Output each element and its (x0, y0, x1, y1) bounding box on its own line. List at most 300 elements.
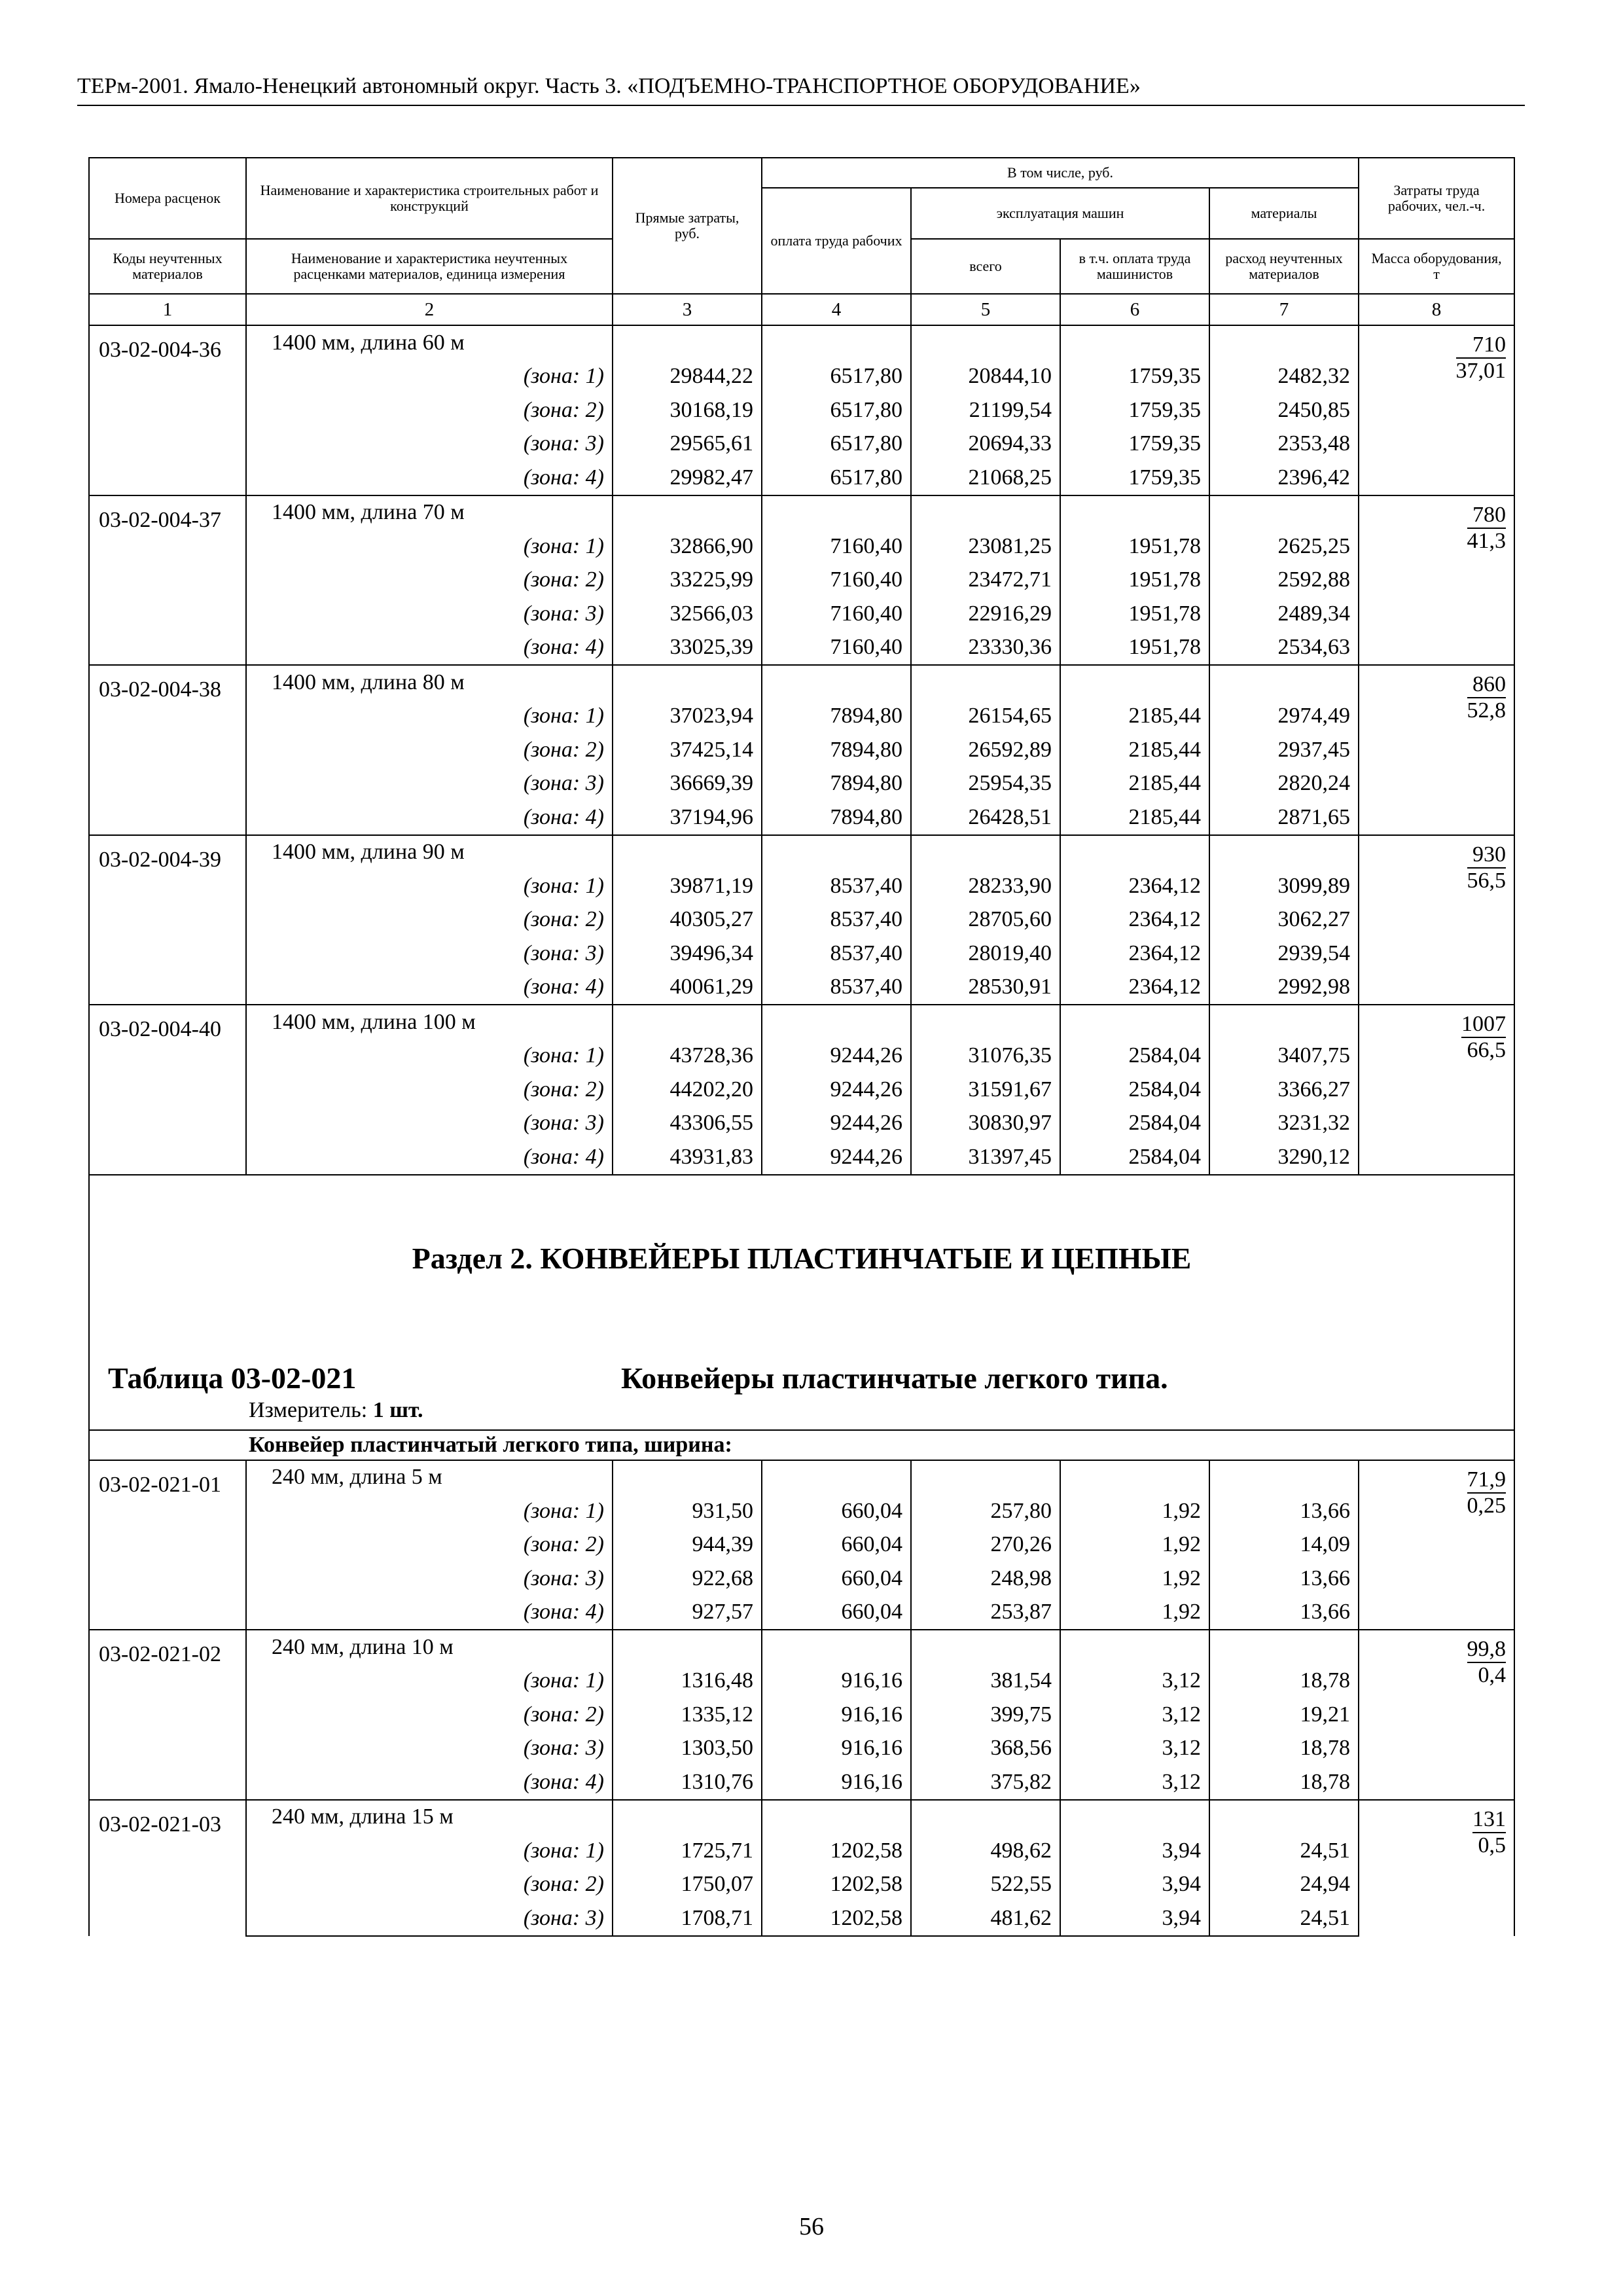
empty-cell (1209, 1005, 1359, 1039)
materials-value: 24,51 (1209, 1901, 1359, 1936)
rate-name: 240 мм, длина 15 м (246, 1800, 613, 1835)
rate-code: 03-02-004-36 (89, 325, 246, 495)
labor-costs-value: 780 (1467, 503, 1507, 529)
fraction (1467, 503, 1507, 554)
empty-cell (613, 325, 762, 360)
col-labor-costs: Затраты труда рабочих, чел.-ч. (1359, 158, 1514, 239)
rate-code: 03-02-021-01 (89, 1460, 246, 1630)
col-unaccounted-codes: Коды неучтенных материалов (89, 239, 246, 294)
machine-total-value: 481,62 (911, 1901, 1060, 1936)
materials-value: 2482,32 (1209, 360, 1359, 394)
empty-cell (1209, 1460, 1359, 1495)
rate-row (89, 835, 1514, 870)
zone-row (89, 461, 1514, 495)
zone-label: (зона: 1) (246, 1834, 613, 1868)
empty-cell (1060, 1460, 1209, 1495)
materials-value: 2820,24 (1209, 767, 1359, 801)
zone-label: (зона: 4) (246, 1596, 613, 1630)
zone-label: (зона: 2) (246, 1073, 613, 1107)
col-operator-pay: в т.ч. оплата труда машинистов (1060, 239, 1209, 294)
worker-pay-value: 7894,80 (762, 767, 911, 801)
col-including: В том числе, руб. (762, 158, 1359, 188)
worker-pay-value: 8537,40 (762, 937, 911, 971)
machine-total-value: 257,80 (911, 1494, 1060, 1528)
machine-total-value: 23472,71 (911, 564, 1060, 598)
operator-pay-value: 1759,35 (1060, 393, 1209, 427)
rate-name: 1400 мм, длина 90 м (246, 835, 613, 870)
machine-total-value: 23081,25 (911, 529, 1060, 564)
materials-value: 3290,12 (1209, 1140, 1359, 1175)
rate-code: 03-02-021-02 (89, 1630, 246, 1800)
worker-pay-value: 1202,58 (762, 1868, 911, 1902)
empty-cell (762, 495, 911, 530)
zone-row (89, 427, 1514, 461)
machine-total-value: 20694,33 (911, 427, 1060, 461)
fraction (1467, 672, 1507, 723)
machine-total-value: 399,75 (911, 1698, 1060, 1732)
materials-value: 3407,75 (1209, 1039, 1359, 1073)
labor-costs-value: 71,9 (1467, 1467, 1507, 1494)
operator-pay-value: 1951,78 (1060, 529, 1209, 564)
rate-name: 1400 мм, длина 100 м (246, 1005, 613, 1039)
fraction (1467, 1637, 1507, 1688)
zone-row (89, 971, 1514, 1005)
zone-label: (зона: 2) (246, 1868, 613, 1902)
zone-label: (зона: 3) (246, 1562, 613, 1596)
zone-label: (зона: 2) (246, 733, 613, 767)
direct-costs-value: 43728,36 (613, 1039, 762, 1073)
operator-pay-value: 2584,04 (1060, 1107, 1209, 1141)
rate-name: 240 мм, длина 10 м (246, 1630, 613, 1664)
materials-value: 2450,85 (1209, 393, 1359, 427)
labor-mass-fraction (1359, 1630, 1514, 1800)
zone-row (89, 1562, 1514, 1596)
zone-label: (зона: 4) (246, 971, 613, 1005)
empty-cell (613, 495, 762, 530)
zone-row (89, 564, 1514, 598)
labor-costs-value: 860 (1467, 672, 1507, 698)
col-number: 2 (246, 294, 613, 325)
rate-name: 1400 мм, длина 80 м (246, 665, 613, 700)
rates-table-wrapper (88, 157, 1514, 1937)
section-title: Раздел 2. КОНВЕЙЕРЫ ПЛАСТИНЧАТЫЕ И ЦЕПНЫЕ (412, 1241, 1192, 1275)
labor-mass-fraction (1359, 1005, 1514, 1175)
empty-cell (1209, 495, 1359, 530)
materials-value: 2353,48 (1209, 427, 1359, 461)
machine-total-value: 368,56 (911, 1732, 1060, 1766)
worker-pay-value: 7894,80 (762, 733, 911, 767)
equipment-mass-value: 37,01 (1455, 359, 1507, 383)
empty-cell (613, 1630, 762, 1664)
direct-costs-value: 1303,50 (613, 1732, 762, 1766)
labor-mass-fraction (1359, 665, 1514, 835)
operator-pay-value: 1951,78 (1060, 631, 1209, 666)
direct-costs-value: 39871,19 (613, 869, 762, 903)
col-total: всего (911, 239, 1060, 294)
worker-pay-value: 7160,40 (762, 529, 911, 564)
zone-row (89, 1732, 1514, 1766)
empty-cell (1209, 325, 1359, 360)
zone-row (89, 1698, 1514, 1732)
materials-value: 2992,98 (1209, 971, 1359, 1005)
equipment-mass-value: 0,25 (1467, 1493, 1507, 1518)
worker-pay-value: 8537,40 (762, 971, 911, 1005)
empty-cell (613, 1800, 762, 1835)
operator-pay-value: 1951,78 (1060, 564, 1209, 598)
materials-value: 3099,89 (1209, 869, 1359, 903)
materials-value: 24,51 (1209, 1834, 1359, 1868)
zone-row (89, 1039, 1514, 1073)
machine-total-value: 31076,35 (911, 1039, 1060, 1073)
direct-costs-value: 1316,48 (613, 1664, 762, 1698)
operator-pay-value: 3,94 (1060, 1901, 1209, 1936)
measure-label: Измеритель: (249, 1397, 368, 1422)
direct-costs-value: 1750,07 (613, 1868, 762, 1902)
zone-label: (зона: 3) (246, 427, 613, 461)
empty-cell (1060, 1800, 1209, 1835)
rate-name: 1400 мм, длина 60 м (246, 325, 613, 360)
zone-label: (зона: 2) (246, 1528, 613, 1562)
labor-mass-fraction (1359, 325, 1514, 495)
zone-row (89, 1494, 1514, 1528)
worker-pay-value: 1202,58 (762, 1834, 911, 1868)
direct-costs-value: 1708,71 (613, 1901, 762, 1936)
empty-cell (1209, 1630, 1359, 1664)
labor-mass-fraction (1359, 1800, 1514, 1936)
zone-label: (зона: 1) (246, 1664, 613, 1698)
empty-cell (613, 1460, 762, 1495)
worker-pay-value: 660,04 (762, 1528, 911, 1562)
operator-pay-value: 2364,12 (1060, 903, 1209, 937)
zone-row (89, 1664, 1514, 1698)
zone-row (89, 1765, 1514, 1800)
machine-total-value: 28530,91 (911, 971, 1060, 1005)
direct-costs-value: 29844,22 (613, 360, 762, 394)
materials-value: 2396,42 (1209, 461, 1359, 495)
col-number: 3 (613, 294, 762, 325)
empty-cell (762, 1460, 911, 1495)
zone-label: (зона: 2) (246, 903, 613, 937)
worker-pay-value: 7894,80 (762, 800, 911, 835)
col-number: 7 (1209, 294, 1359, 325)
machine-total-value: 498,62 (911, 1834, 1060, 1868)
operator-pay-value: 3,12 (1060, 1732, 1209, 1766)
direct-costs-value: 1725,71 (613, 1834, 762, 1868)
direct-costs-value: 40061,29 (613, 971, 762, 1005)
worker-pay-value: 9244,26 (762, 1039, 911, 1073)
zone-row (89, 937, 1514, 971)
table-header (89, 158, 1514, 325)
zone-label: (зона: 3) (246, 1107, 613, 1141)
worker-pay-value: 9244,26 (762, 1073, 911, 1107)
zone-row (89, 869, 1514, 903)
operator-pay-value: 1759,35 (1060, 461, 1209, 495)
worker-pay-value: 9244,26 (762, 1107, 911, 1141)
machine-total-value: 28019,40 (911, 937, 1060, 971)
zone-label: (зона: 4) (246, 461, 613, 495)
empty-cell (911, 1800, 1060, 1835)
empty-cell (613, 665, 762, 700)
worker-pay-value: 916,16 (762, 1765, 911, 1800)
fraction (1456, 332, 1507, 384)
materials-value: 2939,54 (1209, 937, 1359, 971)
zone-row (89, 1140, 1514, 1175)
empty-cell (911, 1460, 1060, 1495)
operator-pay-value: 1759,35 (1060, 360, 1209, 394)
equipment-mass-value: 66,5 (1467, 1038, 1507, 1062)
zone-label: (зона: 2) (246, 393, 613, 427)
empty-cell (911, 1005, 1060, 1039)
materials-value: 2592,88 (1209, 564, 1359, 598)
direct-costs-value: 43306,55 (613, 1107, 762, 1141)
operator-pay-value: 2185,44 (1060, 733, 1209, 767)
materials-value: 2871,65 (1209, 800, 1359, 835)
section-block (89, 1175, 1514, 1460)
zone-label: (зона: 1) (246, 360, 613, 394)
worker-pay-value: 6517,80 (762, 393, 911, 427)
materials-value: 3366,27 (1209, 1073, 1359, 1107)
machine-total-value: 248,98 (911, 1562, 1060, 1596)
materials-value: 18,78 (1209, 1664, 1359, 1698)
rates-block-2 (89, 1460, 1514, 1936)
equipment-mass-value: 56,5 (1467, 868, 1507, 893)
page-number: 56 (799, 2213, 824, 2240)
rate-row (89, 1005, 1514, 1039)
machine-total-value: 21199,54 (911, 393, 1060, 427)
worker-pay-value: 6517,80 (762, 427, 911, 461)
subheading: Конвейер пластинчатый легкого типа, ширина: (89, 1430, 1514, 1460)
zone-row (89, 631, 1514, 666)
machine-total-value: 31591,67 (911, 1073, 1060, 1107)
direct-costs-value: 29982,47 (613, 461, 762, 495)
labor-mass-fraction (1359, 495, 1514, 666)
measure-unit (249, 1398, 423, 1423)
machine-total-value: 20844,10 (911, 360, 1060, 394)
labor-costs-value: 710 (1456, 332, 1507, 359)
operator-pay-value: 2584,04 (1060, 1140, 1209, 1175)
operator-pay-value: 2185,44 (1060, 800, 1209, 835)
zone-label: (зона: 1) (246, 700, 613, 734)
worker-pay-value: 660,04 (762, 1494, 911, 1528)
zone-row (89, 1073, 1514, 1107)
worker-pay-value: 9244,26 (762, 1140, 911, 1175)
operator-pay-value: 2364,12 (1060, 937, 1209, 971)
operator-pay-value: 3,12 (1060, 1765, 1209, 1800)
direct-costs-value: 43931,83 (613, 1140, 762, 1175)
section-cell (89, 1175, 1514, 1430)
rate-row (89, 1630, 1514, 1664)
rates-block-1 (89, 325, 1514, 1175)
materials-value: 2489,34 (1209, 597, 1359, 631)
zone-row (89, 1107, 1514, 1141)
operator-pay-value: 1,92 (1060, 1494, 1209, 1528)
page-header: ТЕРм-2001. Ямало-Ненецкий автономный округ. Часть 3. «ПОДЪЕМНО-ТРАНСПОРТНОЕ ОБОРУДОВАНИЕ» (77, 71, 1525, 106)
zone-label: (зона: 1) (246, 1494, 613, 1528)
empty-cell (613, 1005, 762, 1039)
materials-value: 24,94 (1209, 1868, 1359, 1902)
machine-total-value: 28705,60 (911, 903, 1060, 937)
fraction (1467, 1467, 1507, 1518)
col-unaccounted-names: Наименование и характеристика неучтенных расценками материалов, единица измерения (246, 239, 613, 294)
zone-label: (зона: 3) (246, 767, 613, 801)
col-number: 6 (1060, 294, 1209, 325)
rate-row (89, 325, 1514, 360)
worker-pay-value: 660,04 (762, 1596, 911, 1630)
labor-costs-value: 99,8 (1467, 1637, 1507, 1663)
zone-row (89, 800, 1514, 835)
direct-costs-value: 1335,12 (613, 1698, 762, 1732)
machine-total-value: 26154,65 (911, 700, 1060, 734)
worker-pay-value: 8537,40 (762, 903, 911, 937)
zone-label: (зона: 2) (246, 1698, 613, 1732)
direct-costs-value: 40305,27 (613, 903, 762, 937)
empty-cell (1060, 835, 1209, 870)
col-worker-pay: оплата труда рабочих (762, 188, 911, 294)
worker-pay-value: 7894,80 (762, 700, 911, 734)
empty-cell (1060, 1005, 1209, 1039)
materials-value: 2937,45 (1209, 733, 1359, 767)
operator-pay-value: 2185,44 (1060, 700, 1209, 734)
operator-pay-value: 2584,04 (1060, 1073, 1209, 1107)
labor-mass-fraction (1359, 1460, 1514, 1630)
direct-costs-value: 44202,20 (613, 1073, 762, 1107)
direct-costs-value: 922,68 (613, 1562, 762, 1596)
empty-cell (1060, 1630, 1209, 1664)
rate-name: 1400 мм, длина 70 м (246, 495, 613, 530)
worker-pay-value: 6517,80 (762, 461, 911, 495)
direct-costs-value: 931,50 (613, 1494, 762, 1528)
col-name: Наименование и характеристика строительных работ и конструкций (246, 158, 613, 239)
materials-value: 13,66 (1209, 1494, 1359, 1528)
materials-value: 2974,49 (1209, 700, 1359, 734)
machine-total-value: 253,87 (911, 1596, 1060, 1630)
col-materials: материалы (1209, 188, 1359, 239)
rate-row (89, 1460, 1514, 1495)
operator-pay-value: 1,92 (1060, 1596, 1209, 1630)
empty-cell (762, 325, 911, 360)
materials-value: 13,66 (1209, 1596, 1359, 1630)
direct-costs-value: 37023,94 (613, 700, 762, 734)
operator-pay-value: 1951,78 (1060, 597, 1209, 631)
rate-code: 03-02-004-38 (89, 665, 246, 835)
operator-pay-value: 3,12 (1060, 1698, 1209, 1732)
direct-costs-value: 33025,39 (613, 631, 762, 666)
machine-total-value: 28233,90 (911, 869, 1060, 903)
empty-cell (762, 1800, 911, 1835)
machine-total-value: 26592,89 (911, 733, 1060, 767)
empty-cell (911, 1630, 1060, 1664)
operator-pay-value: 1759,35 (1060, 427, 1209, 461)
materials-value: 18,78 (1209, 1765, 1359, 1800)
col-number: 1 (89, 294, 246, 325)
fraction (1461, 1012, 1506, 1063)
zone-row (89, 529, 1514, 564)
fraction (1467, 842, 1507, 893)
rate-code: 03-02-004-37 (89, 495, 246, 666)
materials-value: 2625,25 (1209, 529, 1359, 564)
zone-label: (зона: 3) (246, 597, 613, 631)
rate-code: 03-02-004-39 (89, 835, 246, 1005)
worker-pay-value: 7160,40 (762, 564, 911, 598)
empty-cell (911, 665, 1060, 700)
empty-cell (1060, 665, 1209, 700)
equipment-mass-value: 41,3 (1467, 528, 1507, 553)
col-direct-costs: Прямые затраты, руб. (613, 158, 762, 294)
empty-cell (1060, 495, 1209, 530)
direct-costs-value: 37194,96 (613, 800, 762, 835)
direct-costs-value: 32566,03 (613, 597, 762, 631)
worker-pay-value: 1202,58 (762, 1901, 911, 1936)
zone-label: (зона: 4) (246, 1140, 613, 1175)
materials-value: 3231,32 (1209, 1107, 1359, 1141)
zone-label: (зона: 4) (246, 800, 613, 835)
zone-label: (зона: 1) (246, 1039, 613, 1073)
labor-costs-value: 131 (1472, 1807, 1506, 1833)
equipment-mass-value: 0,4 (1478, 1663, 1507, 1687)
materials-value: 13,66 (1209, 1562, 1359, 1596)
operator-pay-value: 1,92 (1060, 1528, 1209, 1562)
zone-label: (зона: 4) (246, 631, 613, 666)
direct-costs-value: 37425,14 (613, 733, 762, 767)
rate-name: 240 мм, длина 5 м (246, 1460, 613, 1495)
rates-table (88, 157, 1515, 1937)
zone-row (89, 733, 1514, 767)
rate-row (89, 495, 1514, 530)
direct-costs-value: 39496,34 (613, 937, 762, 971)
empty-cell (1209, 665, 1359, 700)
zone-label: (зона: 3) (246, 937, 613, 971)
empty-cell (911, 835, 1060, 870)
operator-pay-value: 3,12 (1060, 1664, 1209, 1698)
zone-label: (зона: 4) (246, 1765, 613, 1800)
empty-cell (762, 665, 911, 700)
machine-total-value: 381,54 (911, 1664, 1060, 1698)
zone-row (89, 903, 1514, 937)
machine-total-value: 23330,36 (911, 631, 1060, 666)
labor-costs-value: 930 (1467, 842, 1507, 869)
operator-pay-value: 2185,44 (1060, 767, 1209, 801)
rate-code: 03-02-004-40 (89, 1005, 246, 1175)
zone-row (89, 597, 1514, 631)
operator-pay-value: 3,94 (1060, 1868, 1209, 1902)
direct-costs-value: 36669,39 (613, 767, 762, 801)
direct-costs-value: 927,57 (613, 1596, 762, 1630)
worker-pay-value: 7160,40 (762, 631, 911, 666)
machine-total-value: 21068,25 (911, 461, 1060, 495)
table-description: Конвейеры пластинчатые легкого типа. (621, 1361, 1168, 1395)
machine-total-value: 30830,97 (911, 1107, 1060, 1141)
col-equipment-mass: Масса оборудования, т (1359, 239, 1514, 294)
materials-value: 3062,27 (1209, 903, 1359, 937)
direct-costs-value: 33225,99 (613, 564, 762, 598)
worker-pay-value: 916,16 (762, 1732, 911, 1766)
measure-value: 1 шт. (372, 1397, 423, 1422)
worker-pay-value: 916,16 (762, 1698, 911, 1732)
rate-row (89, 1800, 1514, 1835)
direct-costs-value: 1310,76 (613, 1765, 762, 1800)
zone-row (89, 700, 1514, 734)
direct-costs-value: 29565,61 (613, 427, 762, 461)
empty-cell (1060, 325, 1209, 360)
col-machine-operation: эксплуатация машин (911, 188, 1209, 239)
col-rate-number: Номера расценок (89, 158, 246, 239)
zone-label: (зона: 1) (246, 529, 613, 564)
direct-costs-value: 32866,90 (613, 529, 762, 564)
zone-label: (зона: 2) (246, 564, 613, 598)
materials-value: 19,21 (1209, 1698, 1359, 1732)
col-number: 5 (911, 294, 1060, 325)
operator-pay-value: 2364,12 (1060, 971, 1209, 1005)
